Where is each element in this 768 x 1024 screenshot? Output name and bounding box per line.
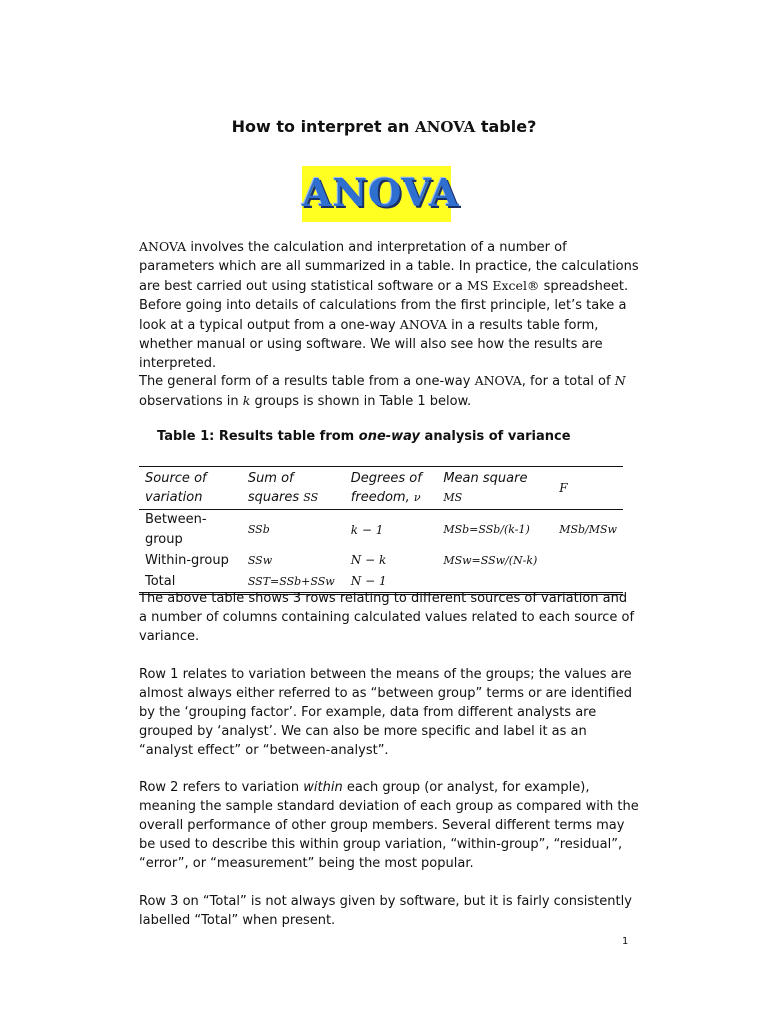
cell-ss: SSw	[247, 553, 273, 567]
acronym-anova: ANOVA	[474, 373, 522, 388]
cell-df	[345, 510, 438, 551]
cell-df-value: N − k	[350, 553, 387, 567]
cell-ss: SSb	[247, 523, 270, 536]
header-ms-symbol: MS	[443, 491, 463, 504]
intro-text: involves the calculation and interpretation of a number of parameters which are all summarized in a table. In practice, the calculations are best carried out using statistical software or a	[139, 240, 639, 294]
ms-excel-text: MS Excel®	[467, 278, 540, 293]
body-text: each group (or analyst, for example), meaning the sample standard deviation of each group as compared with the overall performance of other group members. Several different terms may be used to describe this within group variation, “within-group”, “residual”, “error”, or “measurement” being the most popular.	[139, 780, 639, 871]
page-title	[0, 117, 768, 136]
table-header-row	[139, 467, 623, 510]
cell-source: Between-group	[145, 512, 207, 547]
acronym-anova: ANOVA	[399, 317, 447, 332]
cell-df	[345, 550, 438, 571]
intro-text: spreadsheet. Before going into details of calculations from the first principle, let’s take a look at a typical output from a one-way	[139, 279, 629, 333]
intro-text: in a results table form, whether manual or using software. We will also see how the results are interpreted.	[139, 318, 603, 371]
cell-ss: SST=SSb+SSw	[242, 571, 345, 594]
cell-ms: MSb=SSb/(k-1)	[443, 523, 530, 536]
header-df-symbol: ν	[413, 491, 421, 504]
header-f-symbol: F	[559, 480, 568, 495]
cell-ms: MSw=SSw/(N-k)	[443, 553, 538, 567]
cell-f: MSb/MSw	[559, 523, 617, 536]
header-f	[553, 467, 623, 510]
caption-text: analysis of variance	[420, 429, 571, 444]
symbol-n: N	[614, 373, 626, 388]
anova-logo-text: ANOVA	[302, 170, 460, 215]
intro-text: groups is shown in Table 1 below.	[250, 394, 472, 409]
caption-text: Table 1: Results table from	[157, 429, 359, 444]
page-number: 1	[622, 936, 629, 947]
header-mean-square	[437, 467, 553, 510]
body-paragraph-3: The above table shows 3 rows relating to different sources of variation and a number of columns containing calculated values related to each source of variance.	[139, 591, 635, 644]
title-suffix: table?	[475, 117, 537, 136]
anova-results-table	[139, 466, 623, 595]
table-row	[139, 510, 623, 551]
intro-text: observations in	[139, 394, 243, 409]
cell-source: Within-group	[145, 552, 229, 568]
header-source: Source of variation	[139, 467, 242, 510]
body-emphasis: within	[303, 780, 343, 795]
anova-logo	[302, 166, 460, 222]
symbol-k: k	[242, 393, 251, 408]
header-sum-of-squares	[242, 467, 345, 510]
intro-text: , for a total of	[521, 374, 615, 389]
cell-f	[553, 550, 623, 571]
header-df-text: Degrees of freedom,	[350, 471, 422, 505]
cell-source: Total	[139, 571, 242, 594]
cell-df-value: k − 1	[350, 522, 384, 537]
table-row	[139, 550, 623, 571]
body-paragraph-5	[139, 778, 639, 873]
body-paragraph-4: Row 1 relates to variation between the means of the groups; the values are almost always either referred to as “between group” terms or are identified by the ‘grouping factor’. For example, data from different analysts are grouped by ‘analyst’. We can also be more specific and label it as an “analyst effect” or “between-analyst”.	[139, 667, 632, 758]
body-text: Row 2 refers to variation	[139, 780, 304, 795]
title-prefix: How to interpret an	[231, 117, 416, 136]
body-paragraph-6: Row 3 on “Total” is not always given by software, but it is fairly consistently labelled “Total” when present.	[139, 894, 632, 928]
intro-paragraph-2	[139, 371, 639, 411]
header-degrees-of-freedom	[345, 467, 438, 510]
table-caption	[157, 429, 571, 444]
header-ms-text: Mean square	[443, 471, 528, 486]
header-ss-text: Sum of squares	[247, 471, 304, 505]
acronym-anova: ANOVA	[139, 239, 187, 254]
header-ss-symbol: SS	[303, 491, 319, 504]
cell-df-value: N − 1	[350, 574, 387, 588]
title-acronym: ANOVA	[415, 118, 476, 136]
intro-text: The general form of a results table from a one-way	[139, 374, 475, 389]
caption-emphasis: one-way	[358, 429, 421, 444]
intro-paragraph-1	[139, 237, 639, 373]
